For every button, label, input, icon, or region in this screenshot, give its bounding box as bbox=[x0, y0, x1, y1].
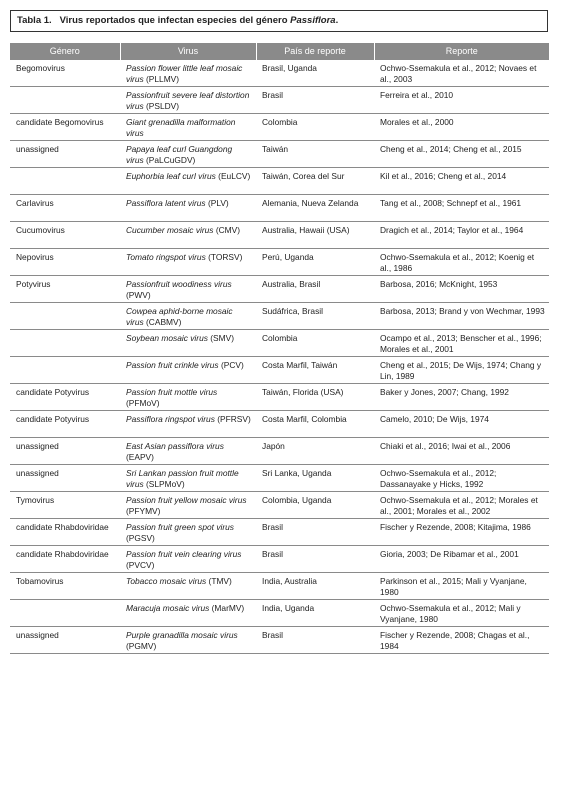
cell-virus bbox=[120, 546, 256, 573]
virus-abbreviation: (TORSV) bbox=[208, 252, 243, 262]
cell-pais: Costa Marfil, Colombia bbox=[256, 411, 374, 438]
virus-table bbox=[10, 43, 549, 654]
virus-abbreviation: (EAPV) bbox=[126, 452, 154, 462]
header-virus: Virus bbox=[120, 43, 256, 60]
cell-pais: Costa Marfil, Taiwán bbox=[256, 357, 374, 384]
table-row bbox=[10, 276, 549, 303]
table-header-row bbox=[10, 43, 549, 60]
cell-virus bbox=[120, 195, 256, 222]
table-row bbox=[10, 87, 549, 114]
table-body bbox=[10, 60, 549, 654]
cell-pais: Brasil bbox=[256, 546, 374, 573]
cell-reporte: Morales et al., 2000 bbox=[374, 114, 549, 141]
virus-abbreviation: (PGSV) bbox=[126, 533, 155, 543]
virus-name: Passion flower little leaf mosaic virus bbox=[126, 63, 243, 84]
cell-genero: unassigned bbox=[10, 465, 120, 492]
cell-pais: Colombia, Uganda bbox=[256, 492, 374, 519]
cell-pais: Australia, Brasil bbox=[256, 276, 374, 303]
cell-pais: Taiwán, Florida (USA) bbox=[256, 384, 374, 411]
virus-abbreviation: (SMV) bbox=[210, 333, 234, 343]
table-row bbox=[10, 627, 549, 654]
virus-abbreviation: (PSLDV) bbox=[146, 101, 180, 111]
virus-name: Passion fruit yellow mosaic virus bbox=[126, 495, 247, 505]
table-row bbox=[10, 546, 549, 573]
virus-abbreviation: (CMV) bbox=[215, 225, 241, 235]
virus-abbreviation: (CABMV) bbox=[146, 317, 182, 327]
cell-genero: Potyvirus bbox=[10, 276, 120, 303]
cell-genero: unassigned bbox=[10, 438, 120, 465]
cell-pais: Sudáfrica, Brasil bbox=[256, 303, 374, 330]
cell-pais: Perú, Uganda bbox=[256, 249, 374, 276]
virus-name: Cowpea aphid-borne mosaic virus bbox=[126, 306, 233, 327]
cell-pais: Sri Lanka, Uganda bbox=[256, 465, 374, 492]
cell-pais: India, Uganda bbox=[256, 600, 374, 627]
table-row bbox=[10, 222, 549, 249]
virus-name: Sri Lankan passion fruit mottle virus bbox=[126, 468, 239, 489]
cell-pais: Brasil bbox=[256, 87, 374, 114]
cell-pais: Brasil, Uganda bbox=[256, 60, 374, 87]
header-genero: Género bbox=[10, 43, 120, 60]
cell-genero: candidate Potyvirus bbox=[10, 411, 120, 438]
cell-pais: Taiwán bbox=[256, 141, 374, 168]
cell-virus bbox=[120, 141, 256, 168]
cell-reporte: Chiaki et al., 2016; Iwai et al., 2006 bbox=[374, 438, 549, 465]
cell-reporte: Dragich et al., 2014; Taylor et al., 1964 bbox=[374, 222, 549, 249]
cell-genero: Nepovirus bbox=[10, 249, 120, 276]
cell-virus bbox=[120, 357, 256, 384]
cell-pais: Brasil bbox=[256, 519, 374, 546]
cell-genero bbox=[10, 330, 120, 357]
cell-genero: Cucumovirus bbox=[10, 222, 120, 249]
table-row bbox=[10, 249, 549, 276]
table-row bbox=[10, 114, 549, 141]
cell-virus bbox=[120, 168, 256, 195]
virus-abbreviation: (PGMV) bbox=[126, 641, 157, 651]
virus-name: Tobacco mosaic virus bbox=[126, 576, 207, 586]
virus-table-container bbox=[10, 43, 549, 654]
caption-text: Virus reportados que infectan especies del género bbox=[59, 15, 288, 26]
virus-abbreviation: (MarMV) bbox=[211, 603, 245, 613]
cell-reporte: Cheng et al., 2015; De Wijs, 1974; Chang y Lin, 1989 bbox=[374, 357, 549, 384]
virus-name: East Asian passiflora virus bbox=[126, 441, 224, 451]
cell-virus bbox=[120, 114, 256, 141]
table-row bbox=[10, 60, 549, 87]
table-row bbox=[10, 195, 549, 222]
cell-reporte: Ocampo et al., 2013; Benscher et al., 1996; Morales et al., 2001 bbox=[374, 330, 549, 357]
cell-reporte: Camelo, 2010; De Wijs, 1974 bbox=[374, 411, 549, 438]
table-caption bbox=[10, 10, 548, 32]
cell-virus bbox=[120, 60, 256, 87]
virus-abbreviation: (PWV) bbox=[126, 290, 151, 300]
virus-abbreviation: (PaLCuGDV) bbox=[146, 155, 196, 165]
virus-name: Passion fruit crinkle virus bbox=[126, 360, 219, 370]
cell-virus bbox=[120, 627, 256, 654]
table-row bbox=[10, 330, 549, 357]
cell-reporte: Ochwo-Ssemakula et al., 2012; Novaes et al., 2003 bbox=[374, 60, 549, 87]
cell-genero bbox=[10, 600, 120, 627]
table-row bbox=[10, 303, 549, 330]
virus-name: Tomato ringspot virus bbox=[126, 252, 206, 262]
virus-abbreviation: (PFMoV) bbox=[126, 398, 160, 408]
virus-abbreviation: (PCV) bbox=[220, 360, 244, 370]
cell-pais: Brasil bbox=[256, 627, 374, 654]
cell-genero bbox=[10, 303, 120, 330]
cell-reporte: Cheng et al., 2014; Cheng et al., 2015 bbox=[374, 141, 549, 168]
virus-abbreviation: (EuLCV) bbox=[218, 171, 251, 181]
cell-virus bbox=[120, 222, 256, 249]
table-row bbox=[10, 411, 549, 438]
cell-virus bbox=[120, 411, 256, 438]
virus-name: Passiflora latent virus bbox=[126, 198, 206, 208]
cell-reporte: Barbosa, 2016; McKnight, 1953 bbox=[374, 276, 549, 303]
cell-pais: Alemania, Nueva Zelanda bbox=[256, 195, 374, 222]
table-row bbox=[10, 492, 549, 519]
virus-abbreviation: (PFYMV) bbox=[126, 506, 161, 516]
cell-virus bbox=[120, 276, 256, 303]
table-row bbox=[10, 357, 549, 384]
cell-reporte: Tang et al., 2008; Schnepf et al., 1961 bbox=[374, 195, 549, 222]
cell-genero: Tymovirus bbox=[10, 492, 120, 519]
virus-name: Papaya leaf curl Guangdong virus bbox=[126, 144, 233, 165]
header-pais: País de reporte bbox=[256, 43, 374, 60]
cell-genero: unassigned bbox=[10, 141, 120, 168]
cell-virus bbox=[120, 303, 256, 330]
cell-genero bbox=[10, 357, 120, 384]
cell-genero: Tobamovirus bbox=[10, 573, 120, 600]
virus-name: Passiflora ringspot virus bbox=[126, 414, 215, 424]
table-row bbox=[10, 384, 549, 411]
cell-virus bbox=[120, 600, 256, 627]
cell-virus bbox=[120, 87, 256, 114]
virus-abbreviation: (PVCV) bbox=[126, 560, 155, 570]
cell-virus bbox=[120, 249, 256, 276]
cell-virus bbox=[120, 519, 256, 546]
virus-name: Maracuja mosaic virus bbox=[126, 603, 210, 613]
virus-name: Soybean mosaic virus bbox=[126, 333, 208, 343]
virus-abbreviation: (PFRSV) bbox=[217, 414, 251, 424]
cell-virus bbox=[120, 573, 256, 600]
cell-virus bbox=[120, 384, 256, 411]
cell-genero: unassigned bbox=[10, 627, 120, 654]
cell-genero: candidate Rhabdoviridae bbox=[10, 519, 120, 546]
table-row bbox=[10, 438, 549, 465]
cell-reporte: Ochwo-Ssemakula et al., 2012; Dassanayake y Hicks, 1992 bbox=[374, 465, 549, 492]
virus-abbreviation: (SLPMoV) bbox=[146, 479, 185, 489]
virus-name: Passion fruit mottle virus bbox=[126, 387, 218, 397]
cell-genero: Begomovirus bbox=[10, 60, 120, 87]
header-reporte: Reporte bbox=[374, 43, 549, 60]
cell-genero: Carlavirus bbox=[10, 195, 120, 222]
cell-reporte: Baker y Jones, 2007; Chang, 1992 bbox=[374, 384, 549, 411]
cell-reporte: Barbosa, 2013; Brand y von Wechmar, 1993 bbox=[374, 303, 549, 330]
cell-reporte: Kil et al., 2016; Cheng et al., 2014 bbox=[374, 168, 549, 195]
table-row bbox=[10, 168, 549, 195]
virus-name: Euphorbia leaf curl virus bbox=[126, 171, 216, 181]
cell-reporte: Fischer y Rezende, 2008; Chagas et al., 1984 bbox=[374, 627, 549, 654]
cell-genero: candidate Begomovirus bbox=[10, 114, 120, 141]
virus-name: Passion fruit vein clearing virus bbox=[126, 549, 242, 559]
virus-name: Cucumber mosaic virus bbox=[126, 225, 214, 235]
table-row bbox=[10, 573, 549, 600]
cell-pais: Taiwán, Corea del Sur bbox=[256, 168, 374, 195]
cell-genero: candidate Potyvirus bbox=[10, 384, 120, 411]
virus-abbreviation: (TMV) bbox=[208, 576, 232, 586]
cell-pais: Colombia bbox=[256, 330, 374, 357]
cell-genero bbox=[10, 87, 120, 114]
cell-virus bbox=[120, 330, 256, 357]
cell-pais: Colombia bbox=[256, 114, 374, 141]
table-row bbox=[10, 600, 549, 627]
cell-reporte: Parkinson et al., 2015; Mali y Vyanjane, 1980 bbox=[374, 573, 549, 600]
caption-label: Tabla 1. bbox=[17, 15, 52, 26]
virus-name: Passionfruit woodiness virus bbox=[126, 279, 232, 289]
cell-reporte: Ochwo-Ssemakula et al., 2012; Koenig et al., 1986 bbox=[374, 249, 549, 276]
table-row bbox=[10, 141, 549, 168]
virus-abbreviation: (PLV) bbox=[207, 198, 229, 208]
table-row bbox=[10, 465, 549, 492]
cell-reporte: Ochwo-Ssemakula et al., 2012; Morales et al., 2001; Morales et al., 2002 bbox=[374, 492, 549, 519]
cell-pais: India, Australia bbox=[256, 573, 374, 600]
cell-virus bbox=[120, 492, 256, 519]
cell-reporte: Ferreira et al., 2010 bbox=[374, 87, 549, 114]
cell-genero: candidate Rhabdoviridae bbox=[10, 546, 120, 573]
cell-virus bbox=[120, 465, 256, 492]
caption-end: . bbox=[335, 15, 339, 26]
cell-reporte: Fischer y Rezende, 2008; Kitajima, 1986 bbox=[374, 519, 549, 546]
caption-genus: Passiflora bbox=[290, 15, 336, 26]
virus-abbreviation: (PLLMV) bbox=[146, 74, 180, 84]
cell-pais: Australia, Hawaii (USA) bbox=[256, 222, 374, 249]
cell-reporte: Gioria, 2003; De Ribamar et al., 2001 bbox=[374, 546, 549, 573]
cell-genero bbox=[10, 168, 120, 195]
cell-pais: Japón bbox=[256, 438, 374, 465]
virus-name: Passion fruit green spot virus bbox=[126, 522, 234, 532]
cell-reporte: Ochwo-Ssemakula et al., 2012; Mali y Vyanjane, 1980 bbox=[374, 600, 549, 627]
virus-name: Giant grenadilla malformation virus bbox=[126, 117, 236, 138]
table-row bbox=[10, 519, 549, 546]
cell-virus bbox=[120, 438, 256, 465]
virus-name: Passionfruit severe leaf distortion virus bbox=[126, 90, 250, 111]
virus-name: Purple granadilla mosaic virus bbox=[126, 630, 238, 640]
